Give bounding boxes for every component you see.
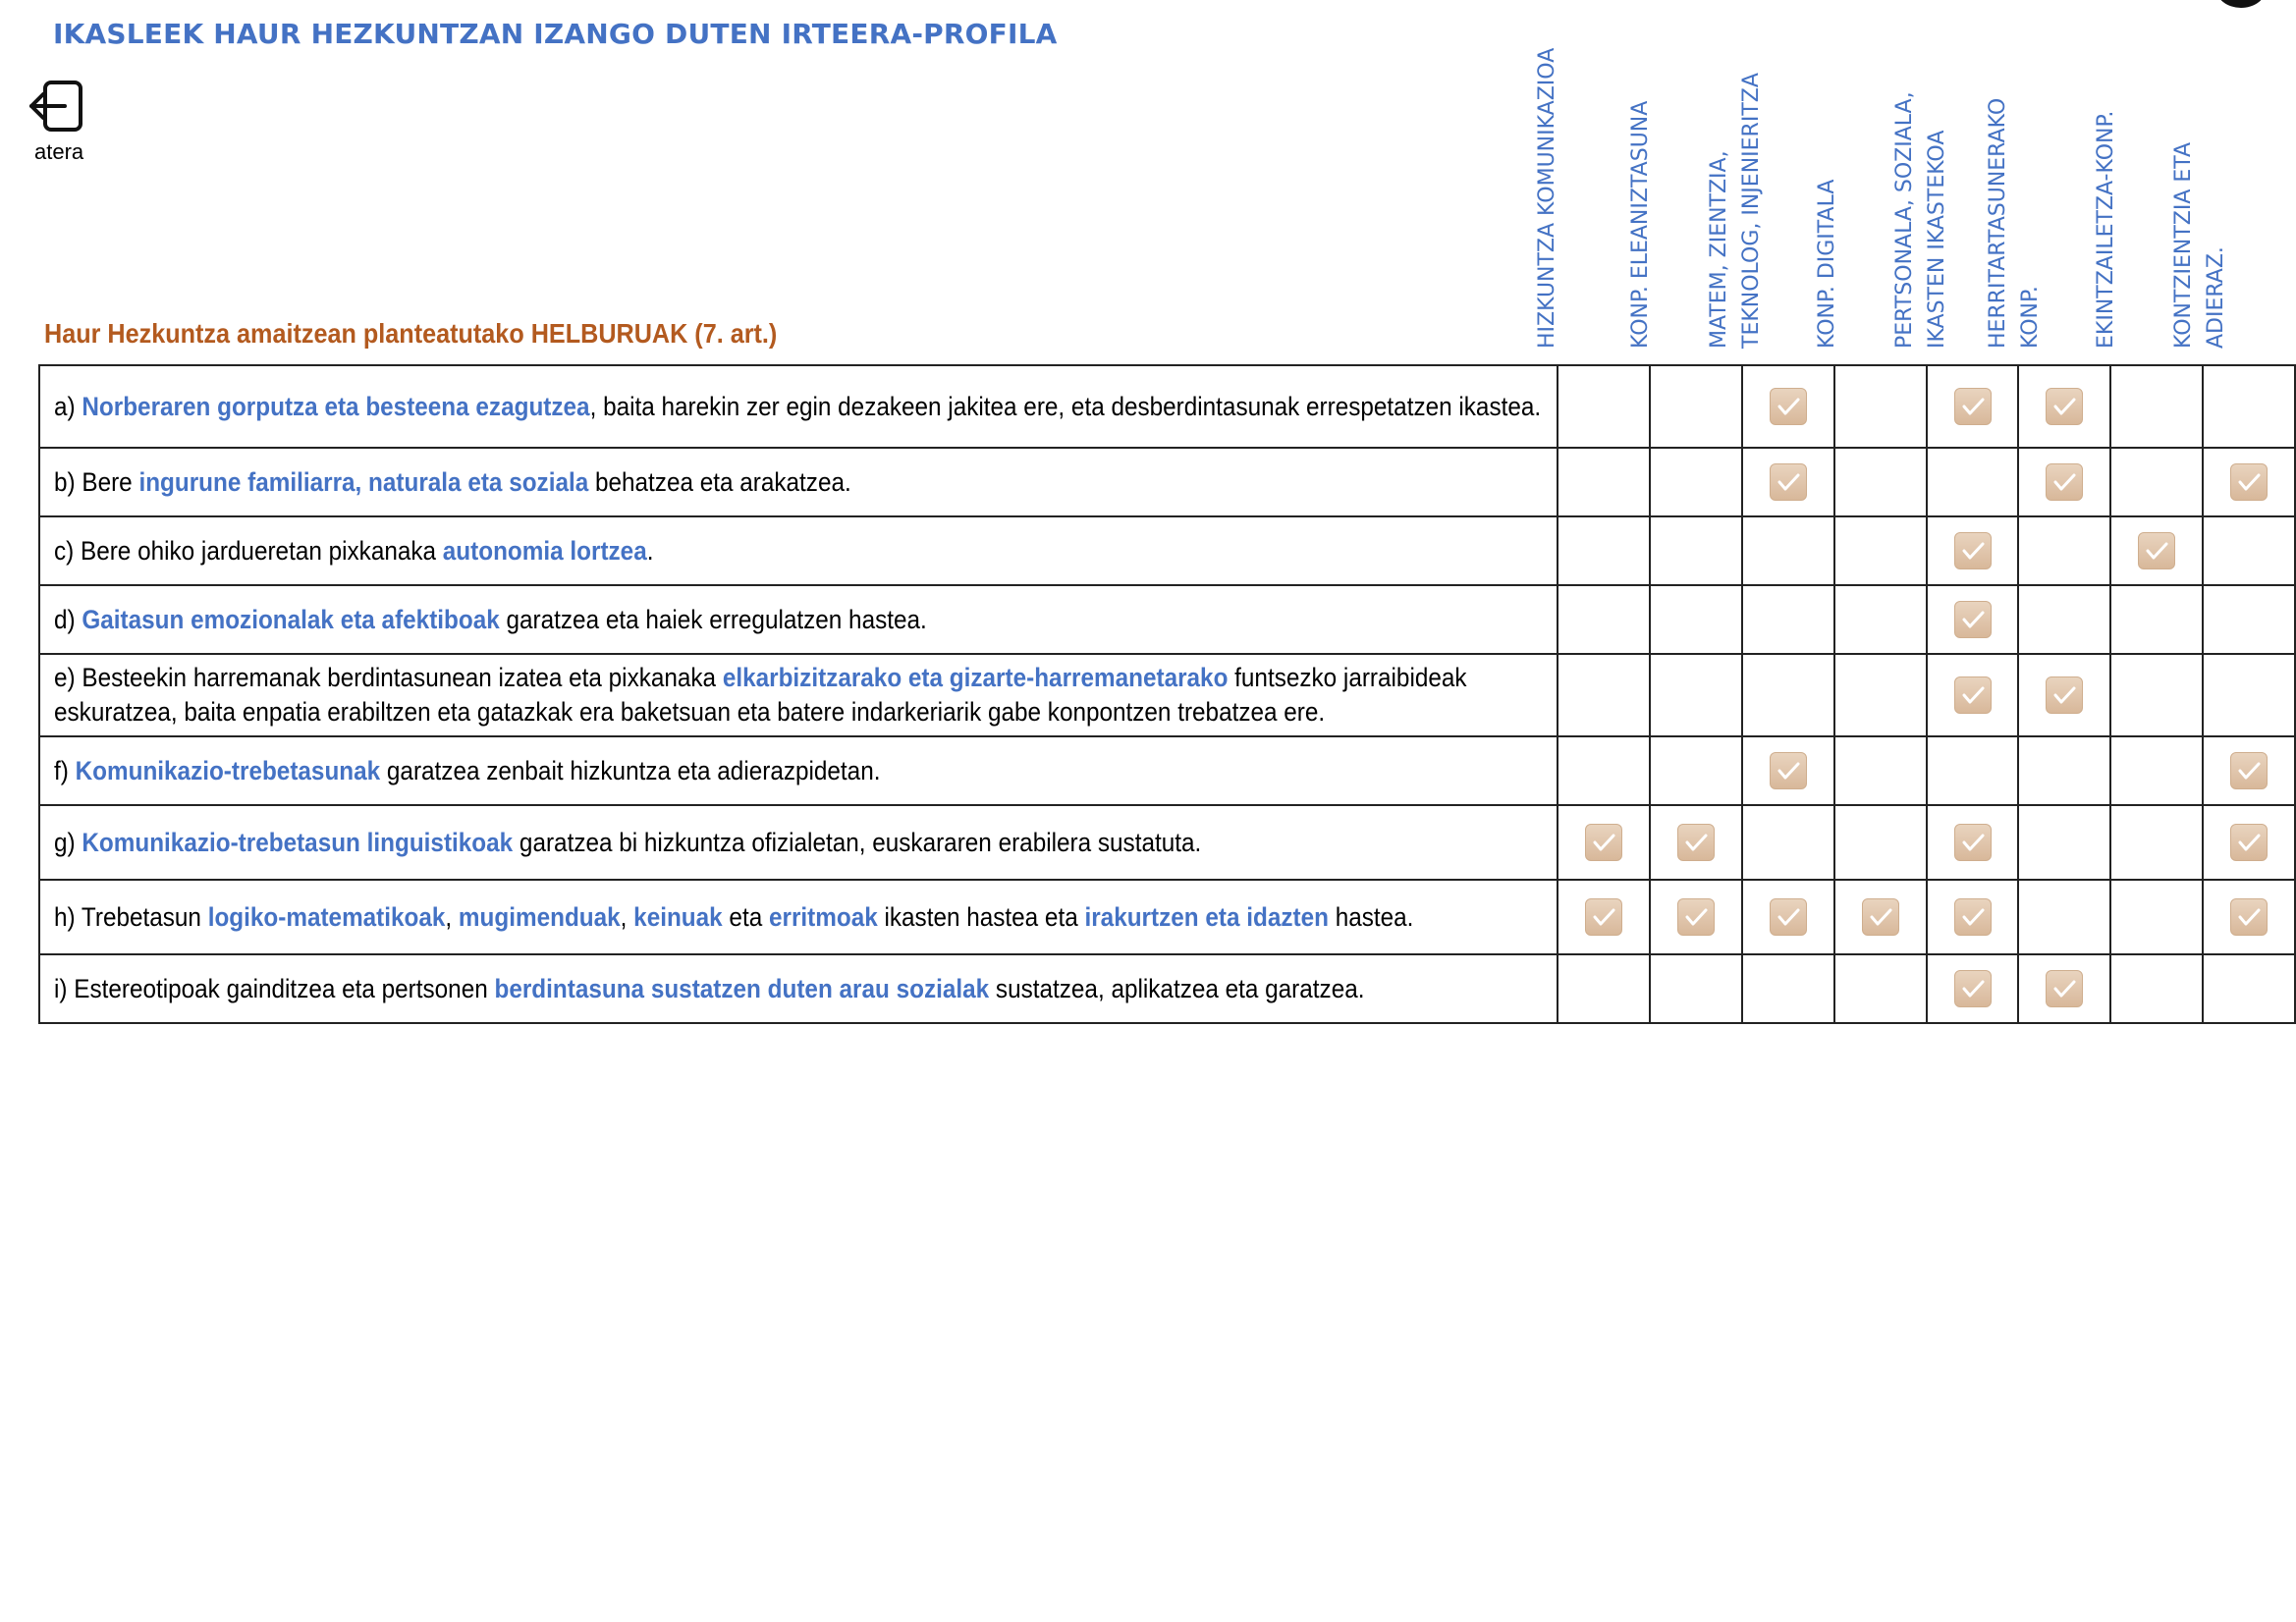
- competency-cell[interactable]: [1927, 805, 2019, 880]
- objective-keyword: logiko-matematikoak: [207, 901, 446, 932]
- objective-text-segment: f): [54, 755, 76, 785]
- objective-text-segment: i) Estereotipoak gainditzea eta pertsonen: [54, 973, 495, 1003]
- competency-cell[interactable]: [2110, 954, 2203, 1023]
- objective-row: [39, 954, 2295, 1023]
- objective-text-cell: [39, 365, 1558, 448]
- objective-row: [39, 880, 2295, 954]
- competency-cell[interactable]: [1927, 365, 2019, 448]
- competency-cell[interactable]: [1834, 654, 1927, 736]
- objective-text-segment: sustatzea, aplikatzea eta garatzea.: [989, 973, 1365, 1003]
- competency-cell[interactable]: [1834, 365, 1927, 448]
- checkbox-checked-icon[interactable]: [1954, 970, 1992, 1007]
- competency-cell[interactable]: [2110, 585, 2203, 654]
- checkbox-checked-icon[interactable]: [2046, 676, 2083, 714]
- checkbox-checked-icon[interactable]: [1770, 752, 1807, 789]
- objective-text-segment: garatzea zenbait hizkuntza eta adierazpidetan.: [380, 755, 881, 785]
- objectives-heading: Haur Hezkuntza amaitzean planteatutako HELBURUAK (7. art.): [44, 318, 778, 349]
- competency-cell[interactable]: [1650, 805, 1742, 880]
- competency-cell[interactable]: [1650, 365, 1742, 448]
- competency-cell[interactable]: [1742, 654, 1834, 736]
- competency-cell[interactable]: [2203, 954, 2295, 1023]
- checkbox-checked-icon[interactable]: [1954, 601, 1992, 638]
- competency-cell[interactable]: [2018, 805, 2110, 880]
- checkbox-checked-icon[interactable]: [1770, 463, 1807, 501]
- checkbox-checked-icon[interactable]: [2046, 970, 2083, 1007]
- objective-text-cell: [39, 516, 1558, 585]
- checkbox-checked-icon[interactable]: [1954, 532, 1992, 569]
- checkbox-checked-icon[interactable]: [2230, 824, 2268, 861]
- competency-cell[interactable]: [1742, 736, 1834, 805]
- objective-text: [54, 826, 1544, 860]
- objective-row: [39, 516, 2295, 585]
- objective-keyword: mugimenduak: [458, 901, 621, 932]
- objective-text-cell: [39, 736, 1558, 805]
- checkbox-checked-icon[interactable]: [1954, 676, 1992, 714]
- competency-cell[interactable]: [1927, 585, 2019, 654]
- objective-text-segment: g): [54, 827, 82, 857]
- objective-keyword: irakurtzen eta idazten: [1084, 901, 1329, 932]
- objective-row: [39, 805, 2295, 880]
- competency-cell[interactable]: [1742, 954, 1834, 1023]
- competency-cell[interactable]: [2203, 880, 2295, 954]
- objective-keyword: berdintasuna sustatzen duten arau sozialak: [494, 973, 990, 1003]
- exit-button[interactable]: [26, 77, 94, 175]
- competency-cell[interactable]: [2018, 516, 2110, 585]
- checkbox-checked-icon[interactable]: [1585, 898, 1622, 936]
- competency-cell[interactable]: [1834, 448, 1927, 516]
- checkbox-checked-icon[interactable]: [2046, 388, 2083, 425]
- objective-keyword: Komunikazio-trebetasun linguistikoak: [82, 827, 514, 857]
- objective-text: [54, 603, 1544, 637]
- competency-cell[interactable]: [1927, 736, 2019, 805]
- competency-header-label: HIZKUNTZA KOMUNIKAZIOA: [1535, 47, 1559, 349]
- competency-cell[interactable]: [1927, 954, 2019, 1023]
- competency-cell[interactable]: [2203, 448, 2295, 516]
- competency-cell[interactable]: [1742, 805, 1834, 880]
- objective-text: [54, 972, 1544, 1006]
- objective-keyword: elkarbizitzarako eta gizarte-harremanetarako: [722, 663, 1229, 692]
- competency-cell[interactable]: [1650, 880, 1742, 954]
- competency-cell[interactable]: [1834, 805, 1927, 880]
- competency-cell[interactable]: [2110, 654, 2203, 736]
- checkbox-checked-icon[interactable]: [1954, 824, 1992, 861]
- objective-text-segment: garatzea eta haiek erregulatzen hastea.: [499, 604, 927, 634]
- objective-text-cell: [39, 880, 1558, 954]
- competency-cell[interactable]: [2110, 516, 2203, 585]
- objective-text: [54, 754, 1544, 788]
- competency-cell[interactable]: [2018, 365, 2110, 448]
- objective-text-segment: .: [646, 535, 654, 566]
- competency-cell[interactable]: [2018, 654, 2110, 736]
- competency-cell[interactable]: [1927, 516, 2019, 585]
- competency-cell[interactable]: [2203, 585, 2295, 654]
- objective-text-segment: funtsezko jarraibideak eskuratzea, baita enpatia erabiltzen eta gatazkak era baketsuan eta batere indarkeriarik gabe konpontzen trebatzea ere.: [54, 663, 1467, 727]
- competency-cell[interactable]: [2110, 805, 2203, 880]
- competency-cell[interactable]: [1650, 516, 1742, 585]
- objective-row: [39, 448, 2295, 516]
- checkbox-checked-icon[interactable]: [2230, 752, 2268, 789]
- objective-text: [54, 390, 1544, 424]
- competency-cell[interactable]: [2203, 516, 2295, 585]
- objective-text-segment: e) Besteekin harremanak berdintasunean izatea eta pixkanaka: [54, 663, 723, 692]
- competency-cell[interactable]: [2203, 805, 2295, 880]
- competency-cell[interactable]: [1834, 880, 1927, 954]
- objective-text-segment: a): [54, 391, 82, 421]
- objective-text: [54, 900, 1544, 935]
- corner-button[interactable]: [2215, 0, 2267, 8]
- competency-cell[interactable]: [1742, 585, 1834, 654]
- competency-cell[interactable]: [2018, 954, 2110, 1023]
- page-title: IKASLEEK HAUR HEZKUNTZAN IZANGO DUTEN IRTEERA-PROFILA: [53, 18, 1058, 50]
- competency-cell[interactable]: [1650, 954, 1742, 1023]
- objective-row: [39, 654, 2295, 736]
- checkbox-checked-icon[interactable]: [1770, 898, 1807, 936]
- objective-text-segment: d): [54, 604, 82, 634]
- competency-cell[interactable]: [2110, 365, 2203, 448]
- checkbox-checked-icon[interactable]: [1862, 898, 1899, 936]
- competency-cell[interactable]: [1927, 654, 2019, 736]
- objective-text: [54, 661, 1544, 730]
- checkbox-checked-icon[interactable]: [2230, 463, 2268, 501]
- competency-cell[interactable]: [1834, 954, 1927, 1023]
- competency-header: [1622, 20, 1715, 349]
- exit-icon: [27, 77, 86, 135]
- competency-cell[interactable]: [2203, 365, 2295, 448]
- objective-text-segment: hastea.: [1328, 901, 1414, 932]
- competency-header-label: PERTSONALA, SOZIALA, IKASTEN IKASTEKOA: [1892, 91, 1949, 349]
- competency-cell[interactable]: [1927, 448, 2019, 516]
- objective-text: [54, 465, 1544, 500]
- objective-row: [39, 585, 2295, 654]
- competency-cell[interactable]: [1742, 365, 1834, 448]
- checkbox-checked-icon[interactable]: [1954, 898, 1992, 936]
- competency-header: [2171, 20, 2272, 349]
- competency-header: [1892, 20, 1994, 349]
- competency-cell[interactable]: [1834, 516, 1927, 585]
- objective-keyword: erritmoak: [768, 901, 878, 932]
- competency-cell[interactable]: [1742, 880, 1834, 954]
- objective-text-cell: [39, 654, 1558, 736]
- checkbox-checked-icon[interactable]: [1585, 824, 1622, 861]
- competency-cell[interactable]: [2110, 880, 2203, 954]
- checkbox-checked-icon[interactable]: [2138, 532, 2175, 569]
- competency-cell[interactable]: [1834, 585, 1927, 654]
- competency-cell[interactable]: [1650, 585, 1742, 654]
- competency-header-label: KONP. ELEANIZTASUNA: [1628, 100, 1653, 349]
- competency-cell[interactable]: [1742, 516, 1834, 585]
- objective-text-segment: ikasten hastea eta: [877, 901, 1085, 932]
- competency-header: [1809, 20, 1901, 349]
- competency-header-label: EKINTZAILETZA-KONP.: [2094, 110, 2118, 349]
- competency-header: [1707, 20, 1808, 349]
- competency-header-label: HERRITARTASUNERAKO KONP.: [1986, 97, 2043, 349]
- objective-keyword: autonomia lortzea: [442, 535, 647, 566]
- competency-cell[interactable]: [2018, 448, 2110, 516]
- objectives-table: [38, 364, 2296, 1024]
- competency-cell[interactable]: [2203, 736, 2295, 805]
- competency-cell[interactable]: [1927, 880, 2019, 954]
- competency-cell[interactable]: [1650, 654, 1742, 736]
- objective-text-segment: h) Trebetasun: [54, 901, 208, 932]
- competency-cell[interactable]: [2110, 736, 2203, 805]
- competency-cell[interactable]: [1650, 448, 1742, 516]
- objective-text-segment: c) Bere ohiko jardueretan pixkanaka: [54, 535, 443, 566]
- objective-text-segment: ,: [445, 901, 459, 932]
- objective-text-cell: [39, 805, 1558, 880]
- objective-text: [54, 534, 1544, 568]
- objective-keyword: ingurune familiarra, naturala eta soziala: [138, 466, 589, 497]
- objective-keyword: Gaitasun emozionalak eta afektiboak: [82, 604, 500, 634]
- competency-cell[interactable]: [1650, 736, 1742, 805]
- checkbox-checked-icon[interactable]: [2046, 463, 2083, 501]
- objective-text-segment: ,: [620, 901, 634, 932]
- objective-keyword: keinuak: [633, 901, 723, 932]
- objective-row: [39, 736, 2295, 805]
- checkbox-checked-icon[interactable]: [1677, 824, 1715, 861]
- exit-label: atera: [34, 139, 84, 164]
- checkbox-checked-icon[interactable]: [2230, 898, 2268, 936]
- competency-header-label: KONTZIENTZIA ETA ADIERAZ.: [2171, 141, 2228, 349]
- checkbox-checked-icon[interactable]: [1770, 388, 1807, 425]
- competency-cell[interactable]: [2018, 880, 2110, 954]
- objective-text-segment: garatzea bi hizkuntza ofizialetan, euskararen erabilera sustatuta.: [513, 827, 1202, 857]
- competency-cell[interactable]: [1742, 448, 1834, 516]
- objective-keyword: Komunikazio-trebetasunak: [75, 755, 381, 785]
- competency-cell[interactable]: [1834, 736, 1927, 805]
- objective-text-segment: eta: [722, 901, 769, 932]
- competency-header: [1529, 20, 1621, 349]
- competency-cell[interactable]: [2018, 585, 2110, 654]
- objective-text-cell: [39, 954, 1558, 1023]
- objective-text-cell: [39, 585, 1558, 654]
- competency-cell[interactable]: [2110, 448, 2203, 516]
- objective-text-segment: b) Bere: [54, 466, 139, 497]
- checkbox-checked-icon[interactable]: [1677, 898, 1715, 936]
- competency-cell[interactable]: [2203, 654, 2295, 736]
- competency-header-label: KONP. DIGITALA: [1815, 179, 1839, 349]
- objective-row: [39, 365, 2295, 448]
- objective-keyword: Norberaren gorputza eta besteena ezagutzea: [82, 391, 590, 421]
- checkbox-checked-icon[interactable]: [1954, 388, 1992, 425]
- competency-header: [1986, 20, 2087, 349]
- objective-text-cell: [39, 448, 1558, 516]
- competency-header: [2088, 20, 2180, 349]
- objective-text-segment: , baita harekin zer egin dezakeen jakitea ere, eta desberdintasunak errespetatzen ikastea.: [589, 391, 1542, 421]
- objective-text-segment: behatzea eta arakatzea.: [588, 466, 851, 497]
- competency-header-label: MATEM, ZIENTZIA, TEKNOLOG, INJENIERITZA: [1707, 73, 1764, 349]
- competency-cell[interactable]: [2018, 736, 2110, 805]
